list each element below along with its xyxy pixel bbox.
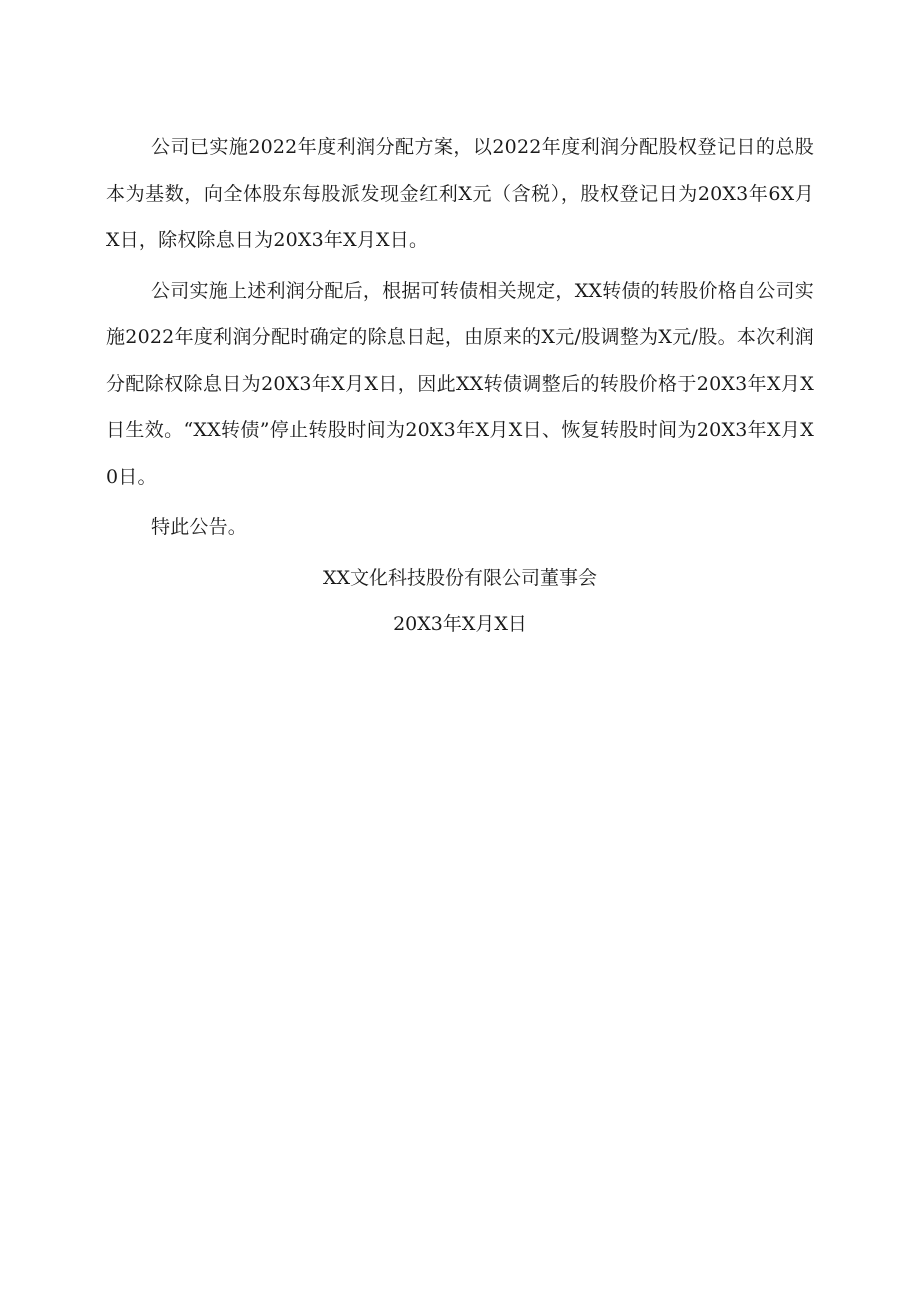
- paragraph-profit-distribution: 公司已实施2022年度利润分配方案，以2022年度利润分配股权登记日的总股本为基数，向全体股东每股派发现金红利X元（含税），股权登记日为20X3年6X月X日，除权除息日为20X3年X月X日。: [106, 136, 814, 251]
- paragraph-announcement-closing: 特此公告。: [151, 516, 248, 538]
- signature-date-text: 20X3年X月X日: [393, 613, 527, 635]
- signature-date: [0, 609, 920, 639]
- signature-company-text: XX文化科技股份有限公司董事会: [322, 567, 598, 589]
- paragraph-conversion-price: 公司实施上述利润分配后，根据可转债相关规定，XX转债的转股价格自公司实施2022年度利润分配时确定的除息日起，由原来的X元/股调整为X元/股。本次利润分配除权除息日为20X3年X月X日，因此XX转债调整后的转股价格于20X3年X月X日生效。“XX转债”停止转股时间为20X3年X月X日、恢复转股时间为20X3年X月X0日。: [106, 279, 814, 488]
- document-body: [106, 124, 814, 555]
- signature-company: [0, 563, 920, 593]
